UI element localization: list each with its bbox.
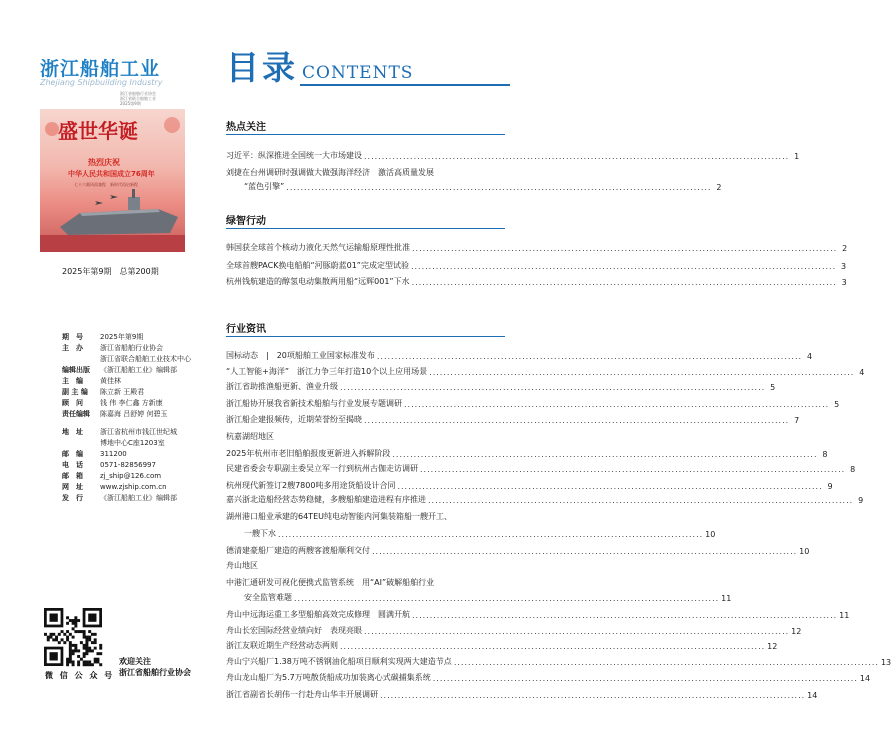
toc-page-number: 5 xyxy=(834,400,840,409)
masthead-label: 电 话 xyxy=(62,461,83,469)
qr-module xyxy=(72,619,75,622)
qr-module xyxy=(72,644,75,647)
masthead-label: 主 办 xyxy=(62,344,83,352)
qr-module xyxy=(52,638,55,641)
toc-leader-dots: ........................................................................................................................ xyxy=(404,400,830,409)
qr-module xyxy=(85,649,88,652)
masthead-label xyxy=(62,354,100,365)
qr-module xyxy=(69,647,72,650)
masthead-value: 博地中心C座1203室 xyxy=(100,439,165,447)
toc-entry-title: 浙江友联近期生产经营动态两则 xyxy=(226,641,338,650)
qr-module xyxy=(77,630,80,633)
qr-module xyxy=(66,630,69,633)
qr-module xyxy=(72,622,75,625)
toc-entry-title[interactable]: 中港汇通研发可视化便携式监管系统 用“AI”破解船舶行业 xyxy=(226,578,435,587)
masthead-label xyxy=(62,438,100,449)
qr-module xyxy=(69,641,72,644)
qr-module xyxy=(66,616,69,619)
qr-module xyxy=(99,644,102,647)
toc-page-number: 3 xyxy=(841,262,847,271)
toc-leader-dots: ........................................................................................................................ xyxy=(412,611,838,620)
qr-module xyxy=(83,644,86,647)
toc-entry-title: 舟山中远海运重工多型船舶高效完成修理 圆满开航 xyxy=(226,610,410,619)
toc-leader-dots: ........................................................................................................................ xyxy=(412,244,838,253)
qr-module xyxy=(91,649,94,652)
masthead-value: zj_ship@126.com xyxy=(100,472,162,480)
toc-entry[interactable] xyxy=(226,545,810,556)
issue-line: 2025年第9期 总第200期 xyxy=(62,267,159,276)
toc-page-number: 4 xyxy=(859,368,865,377)
qr-module xyxy=(83,633,86,636)
toc-page-number: 2 xyxy=(716,183,722,192)
qr-module xyxy=(80,641,83,644)
masthead-row xyxy=(62,471,191,482)
toc-entry[interactable] xyxy=(226,640,778,651)
qr-module xyxy=(74,630,77,633)
qr-module xyxy=(94,633,97,636)
masthead-value: 浙江省杭州市钱江世纪城 xyxy=(100,428,177,436)
toc-entry[interactable] xyxy=(226,625,802,636)
qr-module xyxy=(94,638,97,641)
masthead-row xyxy=(62,427,191,438)
qr-module xyxy=(83,647,86,650)
masthead-label: 期 号 xyxy=(62,333,83,341)
toc-page-number: 14 xyxy=(807,691,818,700)
qr-module xyxy=(66,663,69,666)
toc-subsection: 杭嘉湖绍地区 xyxy=(226,432,274,441)
qr-module xyxy=(85,663,88,666)
qr-module xyxy=(58,633,61,636)
qr-module xyxy=(94,647,97,650)
toc-entry-title: 安全监管难题 xyxy=(244,593,292,602)
qr-module xyxy=(72,636,75,639)
qr-module xyxy=(83,652,86,655)
toc-leader-dots: ........................................................................................................................ xyxy=(376,352,803,361)
toc-leader-dots: ........................................................................................................................ xyxy=(411,278,837,287)
toc-entry[interactable] xyxy=(226,414,800,425)
qr-module xyxy=(99,663,102,666)
toc-leader-dots: ........................................................................................................................ xyxy=(340,642,766,651)
toc-entry-title: 杭州现代新签订2艘7800吨多用途货船设计合同 xyxy=(226,481,396,490)
toc-page-number: 10 xyxy=(705,530,716,539)
qr-module xyxy=(88,663,91,666)
toc-entry[interactable] xyxy=(226,381,776,392)
qr-module xyxy=(94,660,97,663)
masthead-label: 地 址 xyxy=(62,428,83,436)
toc-entry[interactable] xyxy=(226,480,833,491)
masthead-row xyxy=(62,365,191,376)
cover-meta-line: 浙江省联合船舶工业 xyxy=(120,96,156,101)
cover-slogan: 中华人民共和国成立76周年 xyxy=(68,170,155,178)
toc-page-number: 5 xyxy=(770,383,776,392)
masthead-value: 钱 伟 李仁鑫 方新康 xyxy=(100,399,163,407)
toc-page-number: 10 xyxy=(799,547,810,556)
masthead-label: 主 编 xyxy=(62,377,83,385)
toc-entry[interactable] xyxy=(226,260,847,271)
toc-leader-dots: ........................................................................................................................ xyxy=(364,416,790,425)
qr-module xyxy=(88,647,91,650)
masthead-value: 黄佳林 xyxy=(100,377,121,385)
toc-page-number: 2 xyxy=(842,244,848,253)
masthead-row xyxy=(62,438,191,449)
toc-section-title: 绿智行动 xyxy=(226,216,266,227)
toc-page-number: 7 xyxy=(794,416,800,425)
masthead-row xyxy=(62,376,191,387)
qr-module xyxy=(69,619,72,622)
toc-entry[interactable] xyxy=(244,181,722,192)
qr-module xyxy=(66,660,69,663)
toc-entry-title: 习近平：纵深推进全国统一大市场建设 xyxy=(226,151,362,160)
masthead-row xyxy=(62,343,191,354)
qr-module xyxy=(69,658,72,661)
qr-module xyxy=(63,641,66,644)
toc-page-number: 9 xyxy=(827,482,833,491)
qr-module xyxy=(88,649,91,652)
qr-module xyxy=(66,638,69,641)
toc-entry[interactable] xyxy=(226,242,848,253)
qr-module xyxy=(80,630,83,633)
qr-module xyxy=(74,622,77,625)
qr-module xyxy=(77,649,80,652)
toc-entry-title: “人工智能+海洋” 浙江力争三年打造10个以上应用场景 xyxy=(226,367,428,376)
toc-page-number: 12 xyxy=(791,627,802,636)
qr-module xyxy=(77,663,80,666)
toc-leader-dots: ........................................................................................................................ xyxy=(294,594,720,603)
masthead-value: 0571-82856997 xyxy=(100,461,156,469)
toc-leader-dots: ........................................................................................................................ xyxy=(428,496,854,505)
toc-leader-dots: ........................................................................................................................ xyxy=(410,262,837,271)
toc-leader-dots: ........................................................................................................................ xyxy=(372,547,798,556)
qr-label: 微 信 公 众 号 xyxy=(45,671,115,680)
masthead-row xyxy=(62,449,191,460)
qr-module xyxy=(85,647,88,650)
toc-entry-title: 民建省委会专职副主委吴立军一行到杭州古伽走访调研 xyxy=(226,464,418,473)
cover-slogan: 热烈庆祝 xyxy=(88,158,120,167)
toc-leader-dots: ........................................................................................................................ xyxy=(340,383,766,392)
follow-line: 欢迎关注 xyxy=(119,657,151,666)
qr-module xyxy=(88,636,91,639)
toc-heading: 目录 xyxy=(226,48,298,87)
qr-module xyxy=(80,658,83,661)
toc-entry-title: 一艘下水 xyxy=(244,529,276,538)
qr-module xyxy=(55,638,58,641)
toc-leader-dots: ........................................................................................................................ xyxy=(453,658,879,667)
toc-entry-title: 舟山龙山船厂为5.7万吨散货船成功加装离心式碳捕集系统 xyxy=(226,673,431,682)
toc-entry-title: 嘉兴浙北造船经营态势稳健，多艘船舶建造进程有序推进 xyxy=(226,495,426,504)
toc-entry[interactable] xyxy=(226,672,871,683)
qr-module xyxy=(91,663,94,666)
masthead xyxy=(62,332,191,504)
masthead-value: 《浙江船舶工业》编辑部 xyxy=(100,494,177,502)
qr-module xyxy=(77,655,80,658)
masthead-value: 《浙江船舶工业》编辑部 xyxy=(100,366,177,374)
cover-meta-line: 2025第9期 xyxy=(120,101,141,106)
qr-module xyxy=(77,660,80,663)
cover-calligraphy: 盛世华诞 xyxy=(58,119,138,143)
qr-module xyxy=(72,627,75,630)
qr-module xyxy=(91,633,94,636)
toc-entry[interactable] xyxy=(226,366,865,377)
masthead-row xyxy=(62,493,191,504)
masthead-label: 副 主 编 xyxy=(62,388,88,396)
qr-pattern xyxy=(44,608,102,666)
toc-entry[interactable] xyxy=(226,150,800,161)
qr-module xyxy=(96,660,99,663)
qr-module xyxy=(72,652,75,655)
cover-slogan: 七十六载风雨兼程 新时代再启新程 xyxy=(74,182,138,187)
qr-module xyxy=(50,636,53,639)
qr-module xyxy=(94,658,97,661)
qr-module xyxy=(83,660,86,663)
qr-finder xyxy=(50,614,58,622)
toc-entry-title: 舟山长宏国际经营业绩向好 表现亮眼 xyxy=(226,626,362,635)
qr-module xyxy=(83,630,86,633)
qr-module xyxy=(91,641,94,644)
toc-entry-title: “蓝色引擎” xyxy=(244,182,285,191)
toc-entry-title: 国标动态 | 20项船舶工业国家标准发布 xyxy=(226,351,375,360)
masthead-row xyxy=(62,387,191,398)
toc-entry[interactable] xyxy=(226,656,891,667)
toc-leader-dots: ........................................................................................................................ xyxy=(392,450,818,459)
masthead-label: 责任编辑 xyxy=(62,410,90,418)
cover-meta-line: 浙江省船舶行业协会 xyxy=(120,91,156,96)
qr-module xyxy=(69,649,72,652)
toc-entry-title[interactable]: 刘捷在台州调研时强调做大做强海洋经济 激活高质量发展 xyxy=(226,168,434,177)
toc-page-number: 9 xyxy=(858,496,864,505)
masthead-value: 311200 xyxy=(100,450,127,458)
toc-entry[interactable] xyxy=(226,463,856,474)
qr-module xyxy=(50,633,53,636)
masthead-label: 编辑出版 xyxy=(62,366,90,374)
toc-entry-title: 舟山宁兴船厂1.38万吨不锈钢油化船项目顺利实现两大建造节点 xyxy=(226,657,452,666)
toc-entry[interactable] xyxy=(226,609,850,620)
masthead-value: 陈立新 王殿君 xyxy=(100,388,145,396)
qr-module xyxy=(72,660,75,663)
qr-module xyxy=(85,644,88,647)
toc-entry-title[interactable]: 湖州港口船业承建的64TEU纯电动智能内河集装箱船一艘开工、 xyxy=(226,512,452,521)
qr-module xyxy=(85,660,88,663)
toc-leader-dots: ........................................................................................................................ xyxy=(397,482,823,491)
follow-text xyxy=(119,656,191,678)
toc-entry-title: 2025年杭州市老旧船舶报废更新进入拆解阶段 xyxy=(226,449,391,458)
qr-module xyxy=(69,633,72,636)
toc-entry[interactable] xyxy=(226,689,818,700)
qr-module xyxy=(58,641,61,644)
qr-module xyxy=(63,633,66,636)
toc-entry-title: 德清建豪船厂建造的两艘客渡船顺利交付 xyxy=(226,546,370,555)
qr-module xyxy=(61,630,64,633)
toc-page-number: 8 xyxy=(822,450,828,459)
toc-heading-en: CONTENTS xyxy=(302,63,414,83)
toc-entry-title: 韩国获全球首个核动力液化天然气运输船原理性批准 xyxy=(226,243,410,252)
toc-entry-title: 全球首艘PACK换电船舶“河豚蔚蓝01”完成定型试验 xyxy=(226,261,409,270)
masthead-label: 发 行 xyxy=(62,494,83,502)
qr-module xyxy=(72,649,75,652)
toc-entry[interactable] xyxy=(226,276,847,287)
qr-module xyxy=(83,655,86,658)
qr-module xyxy=(66,658,69,661)
qr-module xyxy=(74,625,77,628)
cover-subtitle: Zhejiang Shipbuilding Industry xyxy=(40,78,163,87)
qr-module xyxy=(47,636,50,639)
toc-entry[interactable] xyxy=(226,448,828,459)
masthead-label: 邮 箱 xyxy=(62,472,83,480)
cover-meta xyxy=(120,91,156,106)
masthead-row xyxy=(62,354,191,365)
qr-module xyxy=(88,630,91,633)
toc-leader-dots: ........................................................................................................................ xyxy=(429,368,855,377)
toc-leader-dots: ........................................................................................................................ xyxy=(278,530,704,539)
qr-module xyxy=(74,616,77,619)
toc-section-rule xyxy=(226,228,505,229)
masthead-value: 浙江省船舶行业协会 xyxy=(100,344,163,352)
cover-image xyxy=(40,109,185,252)
toc-leader-dots: ........................................................................................................................ xyxy=(364,627,790,636)
qr-module xyxy=(83,636,86,639)
qr-module xyxy=(96,658,99,661)
toc-section-title: 行业资讯 xyxy=(226,324,266,335)
qr-module xyxy=(69,655,72,658)
qr-module xyxy=(99,652,102,655)
toc-entry[interactable] xyxy=(244,592,732,603)
toc-heading-rule xyxy=(300,84,510,86)
masthead-row xyxy=(62,409,191,420)
toc-leader-dots: ........................................................................................................................ xyxy=(432,674,858,683)
qr-module xyxy=(77,619,80,622)
qr-module xyxy=(72,663,75,666)
toc-entry-title: 浙江船企建报频传，近期荣誉纷至揭晓 xyxy=(226,415,362,424)
qr-module xyxy=(55,636,58,639)
masthead-label: 网 址 xyxy=(62,483,83,491)
toc-section-rule xyxy=(226,336,505,337)
qr-module xyxy=(83,663,86,666)
qr-module xyxy=(94,641,97,644)
toc-page-number: 11 xyxy=(721,594,732,603)
toc-subsection: 舟山地区 xyxy=(226,561,258,570)
qr-module xyxy=(74,644,77,647)
qr-module xyxy=(52,633,55,636)
qr-module xyxy=(61,638,64,641)
follow-line: 浙江省船舶行业协会 xyxy=(119,668,191,677)
toc-page-number: 13 xyxy=(880,658,891,667)
toc-leader-dots: ........................................................................................................................ xyxy=(380,691,806,700)
qr-finder xyxy=(88,614,96,622)
masthead-row xyxy=(62,332,191,343)
toc-leader-dots: ........................................................................................................................ xyxy=(420,465,846,474)
toc-entry[interactable] xyxy=(226,398,840,409)
qr-module xyxy=(96,652,99,655)
cover-title: 浙江船舶工业 xyxy=(40,58,161,80)
qr-module xyxy=(69,644,72,647)
qr-module xyxy=(74,649,77,652)
qr-module xyxy=(74,647,77,650)
toc-page-number: 8 xyxy=(850,465,856,474)
masthead-label: 顾 问 xyxy=(62,399,83,407)
toc-section-rule xyxy=(226,134,505,135)
toc-page-number: 14 xyxy=(859,674,871,683)
toc-entry[interactable] xyxy=(226,350,813,361)
toc-page-number: 4 xyxy=(806,352,813,361)
masthead-value: 浙江省联合船舶工业技术中心 xyxy=(100,355,191,363)
qr-module xyxy=(47,638,50,641)
qr-module xyxy=(69,660,72,663)
toc-leader-dots: ........................................................................................................................ xyxy=(364,152,790,161)
masthead-row xyxy=(62,398,191,409)
qr-module xyxy=(66,622,69,625)
qr-module xyxy=(99,647,102,650)
qr-finder xyxy=(50,652,58,660)
toc-page-number: 11 xyxy=(839,611,850,620)
masthead-value: 陈嘉海 吕舒婷 何碧玉 xyxy=(100,410,168,418)
toc-entry-title: 杭州钱航建造的醇氢电动集散两用船“远辉001”下水 xyxy=(226,277,410,286)
masthead-label: 邮 编 xyxy=(62,450,83,458)
toc-page-number: 3 xyxy=(841,278,847,287)
qr-module xyxy=(85,636,88,639)
toc-entry-title: 浙江省副省长胡伟一行赴舟山华丰开展调研 xyxy=(226,690,378,699)
qr-module xyxy=(74,619,77,622)
toc-entry[interactable] xyxy=(226,494,864,505)
qr-module xyxy=(88,638,91,641)
qr-module xyxy=(88,660,91,663)
toc-page-number: 1 xyxy=(794,152,800,161)
toc-section-title: 热点关注 xyxy=(226,122,266,133)
qr-module xyxy=(85,641,88,644)
masthead-value: www.zjship.com.cn xyxy=(100,483,167,491)
masthead-row xyxy=(62,460,191,471)
qr-module xyxy=(69,652,72,655)
toc-entry[interactable] xyxy=(244,528,716,539)
toc-entry-title: 浙江省助推渔船更新、渔业升级 xyxy=(226,382,338,391)
qr-code xyxy=(44,608,102,666)
qr-module xyxy=(44,633,47,636)
masthead-row xyxy=(62,482,191,493)
masthead-value: 2025年第9期 xyxy=(100,333,144,341)
qr-module xyxy=(85,638,88,641)
qr-module xyxy=(85,652,88,655)
toc-page-number: 12 xyxy=(767,642,778,651)
toc-entry-title: 浙江船协开展我省新技术船舶与行业发展专题调研 xyxy=(226,399,402,408)
qr-module xyxy=(66,636,69,639)
toc-leader-dots: ........................................................................................................................ xyxy=(286,183,712,192)
